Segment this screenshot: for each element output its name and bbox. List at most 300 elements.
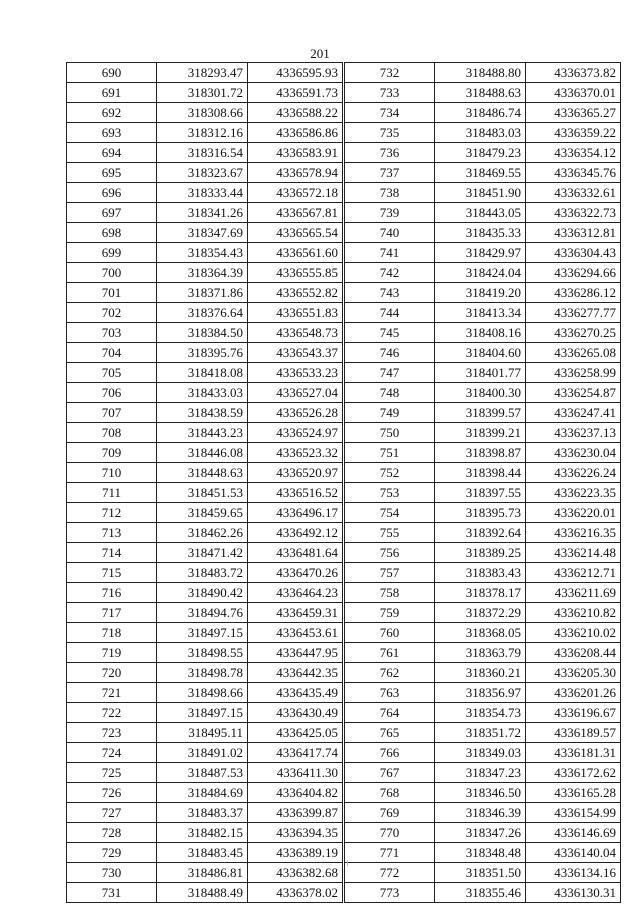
table-row xyxy=(67,303,343,323)
point-number-cell: 729 xyxy=(67,843,157,863)
y-coordinate-cell: 4336359.22 xyxy=(526,123,621,143)
y-coordinate-cell: 4336230.04 xyxy=(526,443,621,463)
table-row xyxy=(345,343,621,363)
y-coordinate-cell: 4336154.99 xyxy=(526,803,621,823)
y-coordinate-cell: 4336561.60 xyxy=(248,243,343,263)
table-row xyxy=(345,603,621,623)
table-row xyxy=(67,463,343,483)
x-coordinate-cell: 318488.63 xyxy=(435,83,526,103)
table-row xyxy=(67,383,343,403)
y-coordinate-cell: 4336481.64 xyxy=(248,543,343,563)
table-row xyxy=(67,343,343,363)
x-coordinate-cell: 318354.43 xyxy=(157,243,248,263)
point-number-cell: 754 xyxy=(345,503,435,523)
table-row xyxy=(67,883,343,903)
table-row xyxy=(67,803,343,823)
y-coordinate-cell: 4336516.52 xyxy=(248,483,343,503)
table-row xyxy=(67,143,343,163)
x-coordinate-cell: 318356.97 xyxy=(435,683,526,703)
x-coordinate-cell: 318371.86 xyxy=(157,283,248,303)
table-row xyxy=(345,63,621,83)
x-coordinate-cell: 318408.16 xyxy=(435,323,526,343)
table-row xyxy=(345,623,621,643)
point-number-cell: 713 xyxy=(67,523,157,543)
x-coordinate-cell: 318347.26 xyxy=(435,823,526,843)
table-row xyxy=(345,823,621,843)
x-coordinate-cell: 318498.78 xyxy=(157,663,248,683)
table-row xyxy=(345,443,621,463)
table-row xyxy=(345,743,621,763)
table-row xyxy=(67,83,343,103)
x-coordinate-cell: 318435.33 xyxy=(435,223,526,243)
x-coordinate-cell: 318346.50 xyxy=(435,783,526,803)
point-number-cell: 752 xyxy=(345,463,435,483)
x-coordinate-cell: 318419.20 xyxy=(435,283,526,303)
y-coordinate-cell: 4336382.68 xyxy=(248,863,343,883)
table-row xyxy=(67,123,343,143)
x-coordinate-cell: 318494.76 xyxy=(157,603,248,623)
x-coordinate-cell: 318488.49 xyxy=(157,883,248,903)
x-coordinate-cell: 318482.15 xyxy=(157,823,248,843)
x-coordinate-cell: 318400.30 xyxy=(435,383,526,403)
table-row xyxy=(67,223,343,243)
x-coordinate-cell: 318448.63 xyxy=(157,463,248,483)
table-row xyxy=(67,543,343,563)
x-coordinate-cell: 318443.23 xyxy=(157,423,248,443)
table-row xyxy=(67,203,343,223)
y-coordinate-cell: 4336583.91 xyxy=(248,143,343,163)
table-row xyxy=(67,263,343,283)
table-row xyxy=(345,403,621,423)
point-number-cell: 719 xyxy=(67,643,157,663)
y-coordinate-cell: 4336212.71 xyxy=(526,563,621,583)
y-coordinate-cell: 4336181.31 xyxy=(526,743,621,763)
point-number-cell: 693 xyxy=(67,123,157,143)
y-coordinate-cell: 4336435.49 xyxy=(248,683,343,703)
table-row xyxy=(67,503,343,523)
y-coordinate-cell: 4336527.04 xyxy=(248,383,343,403)
point-number-cell: 692 xyxy=(67,103,157,123)
point-number-cell: 742 xyxy=(345,263,435,283)
y-coordinate-cell: 4336464.23 xyxy=(248,583,343,603)
y-coordinate-cell: 4336524.97 xyxy=(248,423,343,443)
y-coordinate-cell: 4336404.82 xyxy=(248,783,343,803)
y-coordinate-cell: 4336399.87 xyxy=(248,803,343,823)
x-coordinate-cell: 318395.76 xyxy=(157,343,248,363)
table-row xyxy=(67,243,343,263)
point-number-cell: 710 xyxy=(67,463,157,483)
x-coordinate-cell: 318404.60 xyxy=(435,343,526,363)
point-number-cell: 703 xyxy=(67,323,157,343)
x-coordinate-cell: 318484.69 xyxy=(157,783,248,803)
y-coordinate-cell: 4336277.77 xyxy=(526,303,621,323)
point-number-cell: 748 xyxy=(345,383,435,403)
x-coordinate-cell: 318346.39 xyxy=(435,803,526,823)
point-number-cell: 722 xyxy=(67,703,157,723)
table-row xyxy=(67,443,343,463)
table-row xyxy=(67,403,343,423)
table-row xyxy=(345,123,621,143)
y-coordinate-cell: 4336430.49 xyxy=(248,703,343,723)
table-row xyxy=(67,103,343,123)
table-row xyxy=(67,783,343,803)
point-number-cell: 723 xyxy=(67,723,157,743)
y-coordinate-cell: 4336312.81 xyxy=(526,223,621,243)
point-number-cell: 771 xyxy=(345,843,435,863)
point-number-cell: 763 xyxy=(345,683,435,703)
coordinate-table-left xyxy=(66,62,342,903)
y-coordinate-cell: 4336523.32 xyxy=(248,443,343,463)
table-row xyxy=(67,663,343,683)
y-coordinate-cell: 4336146.69 xyxy=(526,823,621,843)
point-number-cell: 736 xyxy=(345,143,435,163)
y-coordinate-cell: 4336548.73 xyxy=(248,323,343,343)
table-row xyxy=(345,723,621,743)
table-row xyxy=(345,323,621,343)
table-row xyxy=(67,183,343,203)
point-number-cell: 700 xyxy=(67,263,157,283)
point-number-cell: 773 xyxy=(345,883,435,903)
point-number-cell: 768 xyxy=(345,783,435,803)
point-number-cell: 712 xyxy=(67,503,157,523)
x-coordinate-cell: 318363.79 xyxy=(435,643,526,663)
point-number-cell: 735 xyxy=(345,123,435,143)
table-row xyxy=(67,723,343,743)
table-row xyxy=(345,183,621,203)
y-coordinate-cell: 4336543.37 xyxy=(248,343,343,363)
x-coordinate-cell: 318333.44 xyxy=(157,183,248,203)
point-number-cell: 728 xyxy=(67,823,157,843)
y-coordinate-cell: 4336210.02 xyxy=(526,623,621,643)
point-number-cell: 766 xyxy=(345,743,435,763)
point-number-cell: 716 xyxy=(67,583,157,603)
y-coordinate-cell: 4336595.93 xyxy=(248,63,343,83)
point-number-cell: 737 xyxy=(345,163,435,183)
y-coordinate-cell: 4336332.61 xyxy=(526,183,621,203)
x-coordinate-cell: 318360.21 xyxy=(435,663,526,683)
point-number-cell: 717 xyxy=(67,603,157,623)
table-row xyxy=(345,203,621,223)
x-coordinate-cell: 318413.34 xyxy=(435,303,526,323)
table-row xyxy=(345,163,621,183)
point-number-cell: 762 xyxy=(345,663,435,683)
y-coordinate-cell: 4336140.04 xyxy=(526,843,621,863)
table-row xyxy=(67,843,343,863)
point-number-cell: 702 xyxy=(67,303,157,323)
point-number-cell: 726 xyxy=(67,783,157,803)
x-coordinate-cell: 318424.04 xyxy=(435,263,526,283)
x-coordinate-cell: 318495.11 xyxy=(157,723,248,743)
point-number-cell: 705 xyxy=(67,363,157,383)
y-coordinate-cell: 4336578.94 xyxy=(248,163,343,183)
y-coordinate-cell: 4336196.67 xyxy=(526,703,621,723)
x-coordinate-cell: 318301.72 xyxy=(157,83,248,103)
x-coordinate-cell: 318443.05 xyxy=(435,203,526,223)
point-number-cell: 759 xyxy=(345,603,435,623)
x-coordinate-cell: 318376.64 xyxy=(157,303,248,323)
point-number-cell: 760 xyxy=(345,623,435,643)
y-coordinate-cell: 4336470.26 xyxy=(248,563,343,583)
y-coordinate-cell: 4336370.01 xyxy=(526,83,621,103)
y-coordinate-cell: 4336208.44 xyxy=(526,643,621,663)
y-coordinate-cell: 4336496.17 xyxy=(248,503,343,523)
table-row xyxy=(345,283,621,303)
y-coordinate-cell: 4336214.48 xyxy=(526,543,621,563)
y-coordinate-cell: 4336588.22 xyxy=(248,103,343,123)
y-coordinate-cell: 4336247.41 xyxy=(526,403,621,423)
y-coordinate-cell: 4336216.35 xyxy=(526,523,621,543)
table-row xyxy=(345,643,621,663)
table-row xyxy=(345,303,621,323)
x-coordinate-cell: 318462.26 xyxy=(157,523,248,543)
point-number-cell: 725 xyxy=(67,763,157,783)
y-coordinate-cell: 4336223.35 xyxy=(526,483,621,503)
coordinate-table xyxy=(344,62,621,903)
y-coordinate-cell: 4336211.69 xyxy=(526,583,621,603)
y-coordinate-cell: 4336130.31 xyxy=(526,883,621,903)
table-row xyxy=(345,563,621,583)
x-coordinate-cell: 318308.66 xyxy=(157,103,248,123)
table-row xyxy=(345,223,621,243)
table-row xyxy=(67,363,343,383)
x-coordinate-cell: 318368.05 xyxy=(435,623,526,643)
point-number-cell: 741 xyxy=(345,243,435,263)
point-number-cell: 721 xyxy=(67,683,157,703)
point-number-cell: 733 xyxy=(345,83,435,103)
x-coordinate-cell: 318293.47 xyxy=(157,63,248,83)
point-number-cell: 738 xyxy=(345,183,435,203)
table-row xyxy=(345,363,621,383)
y-coordinate-cell: 4336265.08 xyxy=(526,343,621,363)
y-coordinate-cell: 4336389.19 xyxy=(248,843,343,863)
point-number-cell: 757 xyxy=(345,563,435,583)
y-coordinate-cell: 4336394.35 xyxy=(248,823,343,843)
table-row xyxy=(67,743,343,763)
x-coordinate-cell: 318384.50 xyxy=(157,323,248,343)
point-number-cell: 761 xyxy=(345,643,435,663)
table-row xyxy=(345,663,621,683)
y-coordinate-cell: 4336378.02 xyxy=(248,883,343,903)
point-number-cell: 750 xyxy=(345,423,435,443)
point-number-cell: 714 xyxy=(67,543,157,563)
y-coordinate-cell: 4336172.62 xyxy=(526,763,621,783)
y-coordinate-cell: 4336220.01 xyxy=(526,503,621,523)
x-coordinate-cell: 318479.23 xyxy=(435,143,526,163)
x-coordinate-cell: 318483.45 xyxy=(157,843,248,863)
x-coordinate-cell: 318498.55 xyxy=(157,643,248,663)
x-coordinate-cell: 318372.29 xyxy=(435,603,526,623)
y-coordinate-cell: 4336533.23 xyxy=(248,363,343,383)
y-coordinate-cell: 4336226.24 xyxy=(526,463,621,483)
point-number-cell: 711 xyxy=(67,483,157,503)
table-row xyxy=(345,423,621,443)
table-row xyxy=(67,63,343,83)
y-coordinate-cell: 4336134.16 xyxy=(526,863,621,883)
y-coordinate-cell: 4336322.73 xyxy=(526,203,621,223)
y-coordinate-cell: 4336254.87 xyxy=(526,383,621,403)
point-number-cell: 695 xyxy=(67,163,157,183)
y-coordinate-cell: 4336552.82 xyxy=(248,283,343,303)
table-row xyxy=(345,763,621,783)
y-coordinate-cell: 4336189.57 xyxy=(526,723,621,743)
x-coordinate-cell: 318418.08 xyxy=(157,363,248,383)
point-number-cell: 701 xyxy=(67,283,157,303)
point-number-cell: 731 xyxy=(67,883,157,903)
x-coordinate-cell: 318483.03 xyxy=(435,123,526,143)
table-row xyxy=(345,103,621,123)
point-number-cell: 730 xyxy=(67,863,157,883)
x-coordinate-cell: 318351.50 xyxy=(435,863,526,883)
x-coordinate-cell: 318497.15 xyxy=(157,703,248,723)
table-row xyxy=(345,683,621,703)
point-number-cell: 732 xyxy=(345,63,435,83)
y-coordinate-cell: 4336365.27 xyxy=(526,103,621,123)
point-number-cell: 698 xyxy=(67,223,157,243)
x-coordinate-cell: 318438.59 xyxy=(157,403,248,423)
table-row xyxy=(345,483,621,503)
x-coordinate-cell: 318399.57 xyxy=(435,403,526,423)
point-number-cell: 740 xyxy=(345,223,435,243)
point-number-cell: 745 xyxy=(345,323,435,343)
y-coordinate-cell: 4336442.35 xyxy=(248,663,343,683)
table-row xyxy=(67,863,343,883)
scan-artifact-mark xyxy=(347,860,348,866)
x-coordinate-cell: 318392.64 xyxy=(435,523,526,543)
point-number-cell: 769 xyxy=(345,803,435,823)
table-row xyxy=(67,523,343,543)
table-row xyxy=(67,763,343,783)
x-coordinate-cell: 318347.69 xyxy=(157,223,248,243)
x-coordinate-cell: 318451.53 xyxy=(157,483,248,503)
x-coordinate-cell: 318398.44 xyxy=(435,463,526,483)
table-row xyxy=(67,563,343,583)
point-number-cell: 755 xyxy=(345,523,435,543)
y-coordinate-cell: 4336205.30 xyxy=(526,663,621,683)
point-number-cell: 709 xyxy=(67,443,157,463)
x-coordinate-cell: 318355.46 xyxy=(435,883,526,903)
x-coordinate-cell: 318433.03 xyxy=(157,383,248,403)
x-coordinate-cell: 318389.25 xyxy=(435,543,526,563)
point-number-cell: 707 xyxy=(67,403,157,423)
x-coordinate-cell: 318401.77 xyxy=(435,363,526,383)
point-number-cell: 749 xyxy=(345,403,435,423)
point-number-cell: 724 xyxy=(67,743,157,763)
table-row xyxy=(345,143,621,163)
x-coordinate-cell: 318348.48 xyxy=(435,843,526,863)
point-number-cell: 753 xyxy=(345,483,435,503)
table-row xyxy=(345,883,621,903)
y-coordinate-cell: 4336201.26 xyxy=(526,683,621,703)
x-coordinate-cell: 318491.02 xyxy=(157,743,248,763)
page-number: 201 xyxy=(310,46,330,61)
y-coordinate-cell: 4336520.97 xyxy=(248,463,343,483)
point-number-cell: 696 xyxy=(67,183,157,203)
table-row xyxy=(67,823,343,843)
point-number-cell: 743 xyxy=(345,283,435,303)
x-coordinate-cell: 318398.87 xyxy=(435,443,526,463)
y-coordinate-cell: 4336453.61 xyxy=(248,623,343,643)
y-coordinate-cell: 4336526.28 xyxy=(248,403,343,423)
x-coordinate-cell: 318483.72 xyxy=(157,563,248,583)
x-coordinate-cell: 318487.53 xyxy=(157,763,248,783)
y-coordinate-cell: 4336286.12 xyxy=(526,283,621,303)
y-coordinate-cell: 4336270.25 xyxy=(526,323,621,343)
x-coordinate-cell: 318490.42 xyxy=(157,583,248,603)
x-coordinate-cell: 318446.08 xyxy=(157,443,248,463)
point-number-cell: 751 xyxy=(345,443,435,463)
y-coordinate-cell: 4336304.43 xyxy=(526,243,621,263)
coordinate-table xyxy=(66,62,343,903)
point-number-cell: 704 xyxy=(67,343,157,363)
point-number-cell: 767 xyxy=(345,763,435,783)
x-coordinate-cell: 318397.55 xyxy=(435,483,526,503)
x-coordinate-cell: 318383.43 xyxy=(435,563,526,583)
y-coordinate-cell: 4336210.82 xyxy=(526,603,621,623)
table-row xyxy=(345,583,621,603)
table-row xyxy=(67,703,343,723)
x-coordinate-cell: 318395.73 xyxy=(435,503,526,523)
y-coordinate-cell: 4336345.76 xyxy=(526,163,621,183)
point-number-cell: 747 xyxy=(345,363,435,383)
y-coordinate-cell: 4336565.54 xyxy=(248,223,343,243)
table-row xyxy=(67,323,343,343)
y-coordinate-cell: 4336165.28 xyxy=(526,783,621,803)
table-row xyxy=(67,283,343,303)
table-row xyxy=(345,523,621,543)
y-coordinate-cell: 4336591.73 xyxy=(248,83,343,103)
x-coordinate-cell: 318483.37 xyxy=(157,803,248,823)
point-number-cell: 690 xyxy=(67,63,157,83)
y-coordinate-cell: 4336411.30 xyxy=(248,763,343,783)
y-coordinate-cell: 4336373.82 xyxy=(526,63,621,83)
x-coordinate-cell: 318451.90 xyxy=(435,183,526,203)
x-coordinate-cell: 318498.66 xyxy=(157,683,248,703)
table-row xyxy=(345,83,621,103)
table-row xyxy=(67,423,343,443)
y-coordinate-cell: 4336258.99 xyxy=(526,363,621,383)
point-number-cell: 691 xyxy=(67,83,157,103)
y-coordinate-cell: 4336555.85 xyxy=(248,263,343,283)
y-coordinate-cell: 4336492.12 xyxy=(248,523,343,543)
x-coordinate-cell: 318497.15 xyxy=(157,623,248,643)
x-coordinate-cell: 318354.73 xyxy=(435,703,526,723)
point-number-cell: 718 xyxy=(67,623,157,643)
x-coordinate-cell: 318347.23 xyxy=(435,763,526,783)
table-row xyxy=(345,783,621,803)
y-coordinate-cell: 4336551.83 xyxy=(248,303,343,323)
table-row xyxy=(67,163,343,183)
point-number-cell: 697 xyxy=(67,203,157,223)
x-coordinate-cell: 318399.21 xyxy=(435,423,526,443)
y-coordinate-cell: 4336425.05 xyxy=(248,723,343,743)
x-coordinate-cell: 318378.17 xyxy=(435,583,526,603)
y-coordinate-cell: 4336354.12 xyxy=(526,143,621,163)
point-number-cell: 734 xyxy=(345,103,435,123)
x-coordinate-cell: 318429.97 xyxy=(435,243,526,263)
table-row xyxy=(67,683,343,703)
point-number-cell: 744 xyxy=(345,303,435,323)
table-row xyxy=(345,463,621,483)
x-coordinate-cell: 318364.39 xyxy=(157,263,248,283)
point-number-cell: 706 xyxy=(67,383,157,403)
point-number-cell: 694 xyxy=(67,143,157,163)
y-coordinate-cell: 4336586.86 xyxy=(248,123,343,143)
point-number-cell: 699 xyxy=(67,243,157,263)
point-number-cell: 739 xyxy=(345,203,435,223)
point-number-cell: 746 xyxy=(345,343,435,363)
point-number-cell: 758 xyxy=(345,583,435,603)
table-row xyxy=(345,843,621,863)
